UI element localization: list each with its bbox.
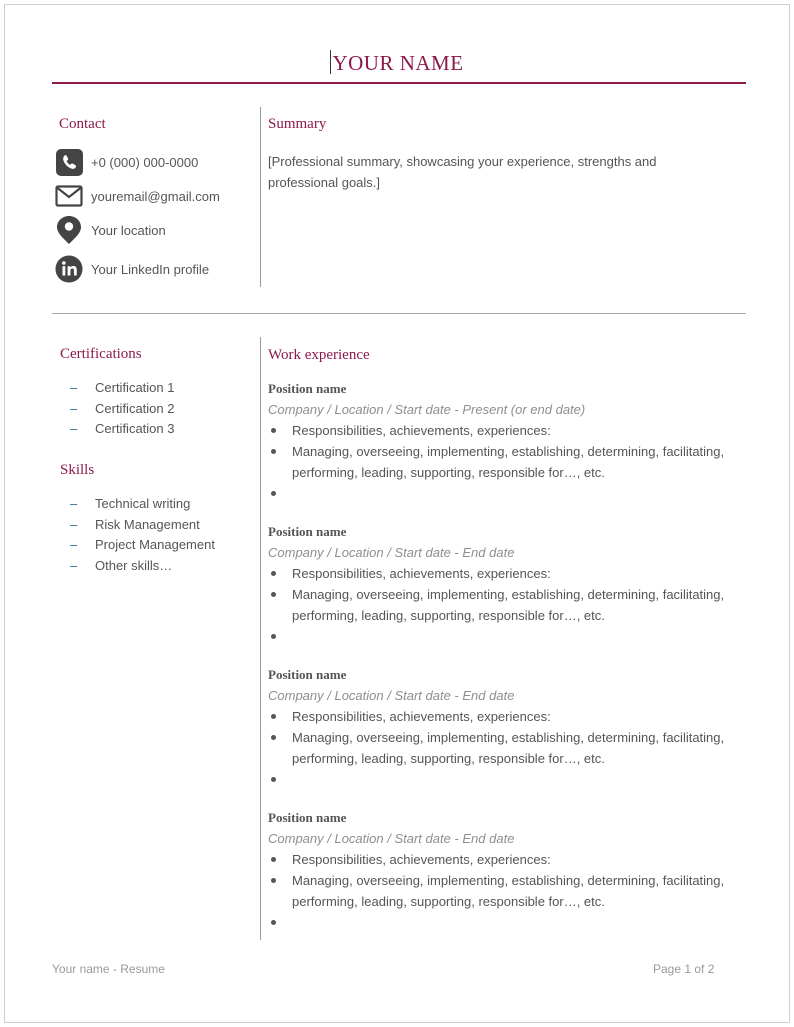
skill-text[interactable]: Other skills… <box>95 557 173 573</box>
list-item[interactable]: Managing, overseeing, implementing, establishing, determining, facilitating, performing, leading, supporting, responsible for…, etc. <box>268 727 728 769</box>
list-item[interactable] <box>70 515 215 536</box>
contact-heading[interactable]: Contact <box>59 116 106 132</box>
company-line[interactable]: Company / Location / Start date - End date <box>268 688 515 703</box>
contact-location[interactable] <box>55 215 166 245</box>
list-item[interactable] <box>70 378 174 399</box>
list-item[interactable] <box>70 535 215 556</box>
section-divider <box>52 313 746 314</box>
position-name[interactable]: Position name <box>268 381 347 396</box>
list-item[interactable] <box>70 399 174 420</box>
list-item[interactable]: Managing, overseeing, implementing, establishing, determining, facilitating, performing, leading, supporting, responsible for…, etc. <box>268 441 728 483</box>
certifications-heading[interactable]: Certifications <box>60 346 142 362</box>
contact-phone-text[interactable]: +0 (000) 000-0000 <box>91 154 199 170</box>
linkedin-icon <box>55 255 83 283</box>
job-bullets <box>268 420 728 504</box>
contact-linkedin[interactable] <box>55 254 209 284</box>
company-line[interactable]: Company / Location / Start date - Present (or end date) <box>268 402 586 417</box>
skill-text[interactable]: Project Management <box>95 537 215 553</box>
list-item[interactable] <box>268 769 728 790</box>
position-name[interactable]: Position name <box>268 667 347 682</box>
skills-heading[interactable]: Skills <box>60 462 95 478</box>
job-entry <box>268 808 728 933</box>
footer-page-number[interactable]: Page 1 of 2 <box>653 962 715 976</box>
footer-left[interactable]: Your name - Resume <box>52 962 165 976</box>
certifications-list <box>70 378 174 440</box>
email-icon <box>55 182 83 210</box>
phone-icon <box>55 148 83 176</box>
list-item[interactable]: Managing, overseeing, implementing, establishing, determining, facilitating, performing, leading, supporting, responsible for…, etc. <box>268 584 728 626</box>
certification-text[interactable]: Certification 1 <box>95 380 175 395</box>
list-item[interactable]: Managing, overseeing, implementing, establishing, determining, facilitating, performing, leading, supporting, responsible for…, etc. <box>268 870 728 912</box>
contact-email-text[interactable]: youremail@gmail.com <box>91 188 220 204</box>
position-name[interactable]: Position name <box>268 810 347 825</box>
position-name[interactable]: Position name <box>268 524 347 539</box>
job-bullets <box>268 849 728 933</box>
contact-phone[interactable] <box>55 147 198 177</box>
contact-location-text[interactable]: Your location <box>91 222 166 238</box>
contact-email[interactable] <box>55 181 220 211</box>
dash-bullet-icon: – <box>70 380 78 395</box>
list-item[interactable]: Responsibilities, achievements, experiences: <box>268 706 728 727</box>
summary-heading[interactable]: Summary <box>268 116 327 132</box>
dash-bullet-icon: – <box>70 557 78 573</box>
certification-text[interactable]: Certification 2 <box>95 400 175 416</box>
list-item[interactable] <box>70 556 215 577</box>
work-experience-heading[interactable]: Work experience <box>268 347 370 363</box>
summary-text[interactable]: [Professional summary, showcasing your experience, strengths and professional goals.] <box>268 154 657 190</box>
company-line[interactable]: Company / Location / Start date - End date <box>268 545 515 560</box>
list-item[interactable] <box>70 494 215 515</box>
header-rule <box>52 82 746 84</box>
job-entry <box>268 522 728 647</box>
job-bullets <box>268 706 728 790</box>
resume-name-heading[interactable] <box>0 50 794 76</box>
list-item[interactable] <box>268 626 728 647</box>
dash-bullet-icon: – <box>70 421 78 437</box>
column-divider-bottom <box>260 337 261 940</box>
list-item[interactable]: Responsibilities, achievements, experiences: <box>268 849 728 870</box>
company-line[interactable]: Company / Location / Start date - End date <box>268 831 515 846</box>
skill-text[interactable]: Risk Management <box>95 516 200 532</box>
skills-list <box>70 494 215 576</box>
contact-linkedin-text[interactable]: Your LinkedIn profile <box>91 261 210 277</box>
list-item[interactable]: Responsibilities, achievements, experiences: <box>268 420 728 441</box>
job-bullets <box>268 563 728 647</box>
list-item[interactable]: Responsibilities, achievements, experiences: <box>268 563 728 584</box>
resume-name[interactable]: YOUR NAME <box>332 51 464 75</box>
list-item[interactable] <box>70 419 174 440</box>
dash-bullet-icon: – <box>70 400 78 416</box>
skill-text[interactable]: Technical writing <box>95 496 191 511</box>
dash-bullet-icon: – <box>70 516 78 532</box>
list-item[interactable] <box>268 912 728 933</box>
job-entry <box>268 665 728 790</box>
dash-bullet-icon: – <box>70 537 78 553</box>
location-icon <box>55 216 83 244</box>
job-entry <box>268 379 728 504</box>
list-item[interactable] <box>268 483 728 504</box>
dash-bullet-icon: – <box>70 496 78 511</box>
column-divider-top <box>260 107 261 287</box>
certification-text[interactable]: Certification 3 <box>95 421 175 437</box>
